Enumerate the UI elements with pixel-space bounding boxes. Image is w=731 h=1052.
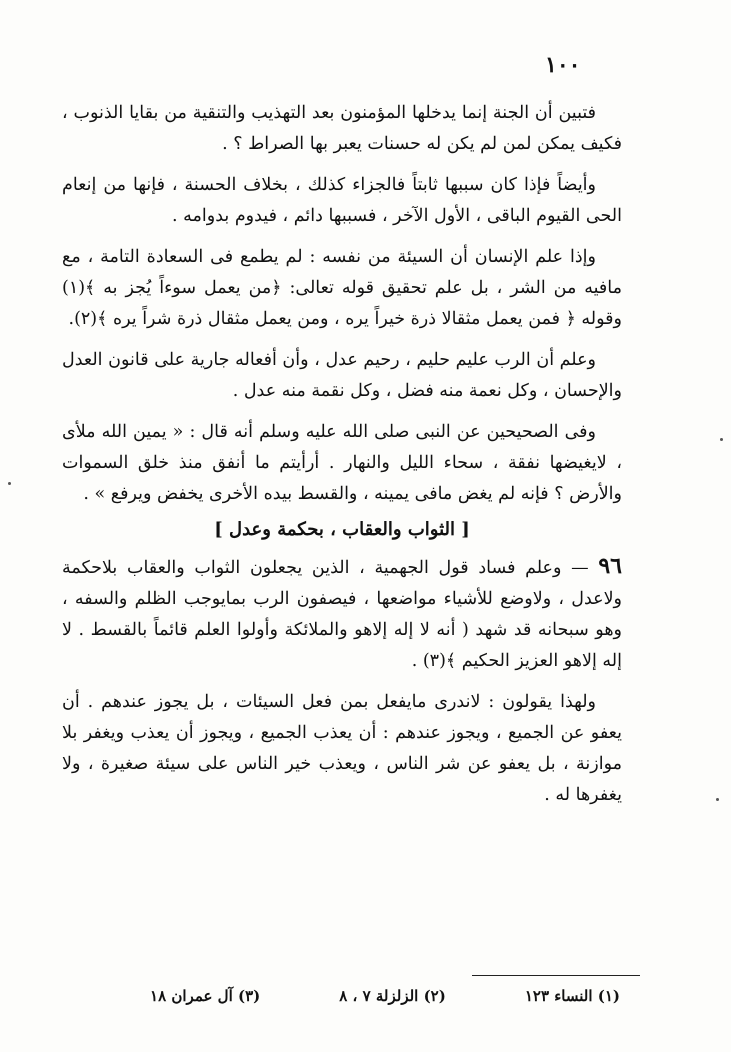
section-text: وعلم فساد قول الجهمية ، الذين يجعلون الثواب والعقاب بلاحكمة ولاعدل ، ولاوضع للأشياء مواضعها ، فيصفون الرب بمايوجب الظلم والسفه ، وهو سبحانه قد شهد ( أنه لا إله إلاهو والملائكة وأولوا العلم قائماً بالقسط . لا إله إلاهو العزيز الحكيم ﴾(٣) . [62,558,622,671]
paragraph-4: وعلم أن الرب عليم حليم ، رحيم عدل ، وأن أفعاله جارية على قانون العدل والإحسان ، وكل نعمة منه فضل ، وكل نقمة منه عدل . [62,350,622,401]
scan-speck [716,798,719,801]
footnote-1: (١) النساء ١٢٣ [524,987,620,1005]
footnote-divider [472,975,640,976]
page-number: ١٠٠ [545,52,581,78]
paragraph-1: فتبين أن الجنة إنما يدخلها المؤمنون بعد التهذيب والتنقية من بقايا الذنوب ، فكيف يمكن لمن لم يكن له حسنات يعبر بها الصراط ؟ . [62,103,622,154]
scan-speck [720,438,723,441]
section-dash: — [571,558,589,578]
scan-speck [8,482,11,485]
footnote-2: (٢) الزلزلة ٧ ، ٨ [339,987,446,1005]
paragraph-2: وأيضاً فإذا كان سببها ثابتاً فالجزاء كذلك ، بخلاف الحسنة ، فإنها من إنعام الحى القيوم الباقى ، الأول الآخر ، فسببها دائم ، فيدوم بدوامه . [62,175,622,226]
section-paragraph [62,551,622,677]
closing-paragraph: ولهذا يقولون : لاندرى مايفعل بمن فعل السيئات ، بل يجوز عندهم . أن يعفو عن الجميع ، ويجوز عندهم : أن يعذب الجميع ، ويجوز أن يعذب ويغفر بلا موازنة ، بل يعفو عن شر الناس ، ويعذب خير الناس على سيئة صغيرة ، ولا يغفرها له . [62,692,622,805]
paragraph-3: وإذا علم الإنسان أن السيئة من نفسه : لم يطمع فى السعادة التامة ، مع مافيه من الشر ، بل علم تحقيق قوله تعالى: ﴿من يعمل سوءاً يُجز به ﴾(١) وقوله ﴿ فمن يعمل مثقالا ذرة خيراً يره ، ومن يعمل مثقال ذرة شراً يره ﴾(٢). [62,247,622,329]
footnotes [150,987,620,1005]
section-heading: [ الثواب والعقاب ، بحكمة وعدل ] [214,519,470,540]
section-number: ٩٦ [598,553,622,579]
paragraph-5: وفى الصحيحين عن النبى صلى الله عليه وسلم أنه قال : « يمين الله ملأى ، لايغيضها نفقة ، سحاء الليل والنهار . أرأيتم ما أنفق منذ خلق السموات والأرض ؟ فإنه لم يغض مافى يمينه ، والقسط بيده الأخرى يخفض ويرفع » . [62,422,622,504]
body-text [62,98,622,821]
footnote-3: (٣) آل عمران ١٨ [150,987,261,1005]
